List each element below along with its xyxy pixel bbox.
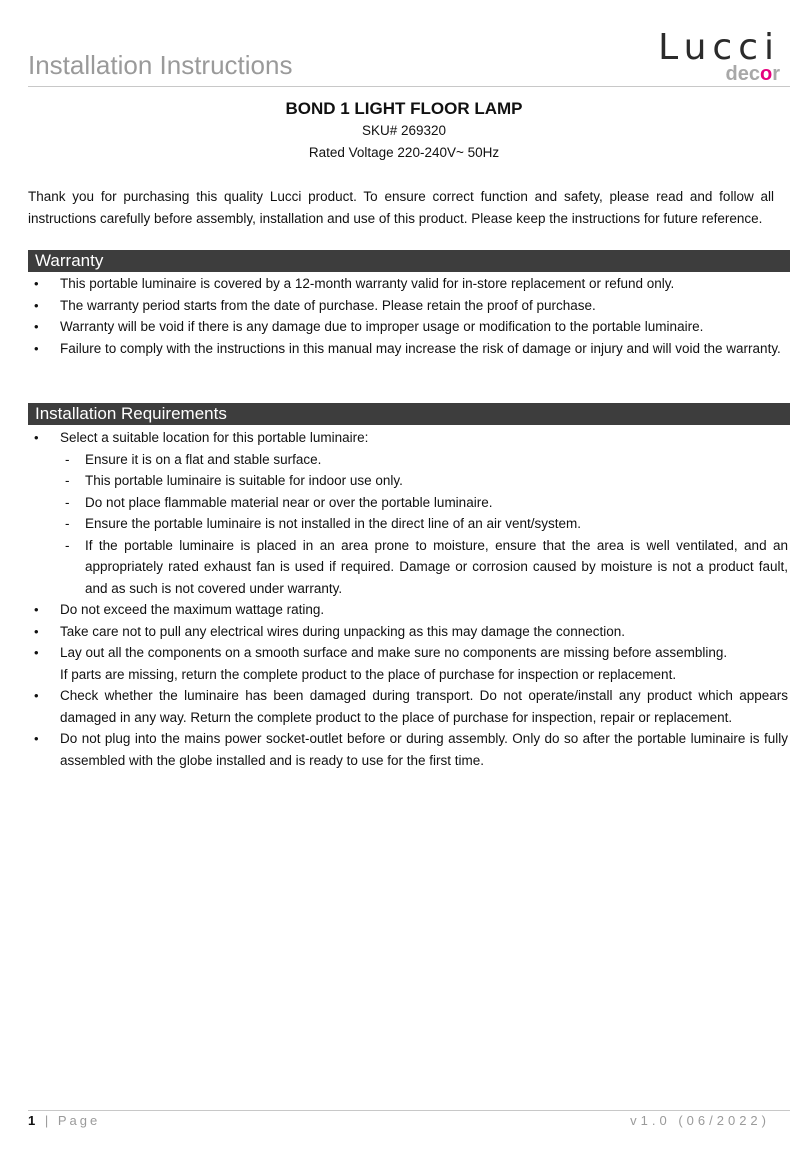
requirement-item [28, 642, 788, 685]
header-divider [28, 86, 790, 87]
logo-subtitle-start: dec [725, 63, 760, 85]
warranty-item: • Failure to comply with the instructions in this manual may increase the risk of damage or injury and will void the warranty. [28, 338, 788, 360]
document-version: v1.0 (06/2022) [630, 1113, 770, 1128]
warranty-item: • The warranty period starts from the date of purchase. Please retain the proof of purchase. [28, 295, 788, 317]
location-subitem: - Ensure the portable luminaire is not installed in the direct line of an air vent/system. [60, 513, 788, 535]
location-subitem: - Ensure it is on a flat and stable surface. [60, 449, 788, 471]
installation-requirements-heading: Installation Requirements [28, 403, 790, 425]
location-sublist [60, 449, 788, 600]
lucci-decor-logo [658, 27, 780, 85]
logo-wordmark: Lucci [658, 27, 780, 68]
requirement-item: • Do not exceed the maximum wattage rating. [28, 599, 788, 621]
product-info [0, 98, 808, 164]
warranty-item: • Warranty will be void if there is any damage due to improper usage or modification to the portable luminaire. [28, 316, 788, 338]
warranty-item: • This portable luminaire is covered by a 12-month warranty valid for in-store replacement or refund only. [28, 273, 788, 295]
location-subitem: - Do not place flammable material near or over the portable luminaire. [60, 492, 788, 514]
intro-paragraph: Thank you for purchasing this quality Lucci product. To ensure correct function and safety, please read and follow all instructions carefully before assembly, installation and use of this product. Please keep the instructions for future reference. [28, 189, 774, 226]
location-subitem: - This portable luminaire is suitable for indoor use only. [60, 470, 788, 492]
page-indicator [28, 1113, 100, 1128]
product-voltage: Rated Voltage 220-240V~ 50Hz [308, 145, 500, 160]
logo-subtitle-accent: o [759, 63, 773, 85]
page-header-title: Installation Instructions [28, 50, 293, 80]
requirement-item [28, 427, 788, 599]
requirements-list [28, 427, 788, 771]
requirement-item: • Do not plug into the mains power socket-outlet before or during assembly. Only do so after the portable luminaire is fully assembled with the globe installed and is ready to use for the first time. [28, 728, 788, 771]
requirement-item: • Check whether the luminaire has been damaged during transport. Do not operate/install any product which appears damaged in any way. Return the complete product to the place of purchase for inspection, repair or replacement. [28, 685, 788, 728]
requirement-item: • Take care not to pull any electrical wires during unpacking as this may damage the connection. [28, 621, 788, 643]
footer-divider [28, 1110, 790, 1111]
page-number: 1 [28, 1113, 39, 1128]
location-subitem: - If the portable luminaire is placed in an area prone to moisture, ensure that the area is well ventilated, and an appropriately rated exhaust fan is used if required. Damage or corrosion caused by moisture is not a product fault, and as such is not covered under warranty. [60, 535, 788, 600]
requirement-item-line: • Lay out all the components on a smooth surface and make sure no components are missing before assembling. [60, 645, 728, 660]
warranty-list [28, 273, 788, 359]
logo-subtitle-end: r [772, 63, 780, 85]
product-sku: SKU# 269320 [361, 123, 447, 138]
page-label: | Page [38, 1113, 101, 1128]
requirement-item-text: Select a suitable location for this portable luminaire: [60, 430, 369, 445]
warranty-heading: Warranty [28, 250, 790, 272]
requirement-item-line: If parts are missing, return the complete product to the place of purchase for inspection or replacement. [60, 666, 677, 682]
product-name: BOND 1 LIGHT FLOOR LAMP [285, 99, 523, 118]
